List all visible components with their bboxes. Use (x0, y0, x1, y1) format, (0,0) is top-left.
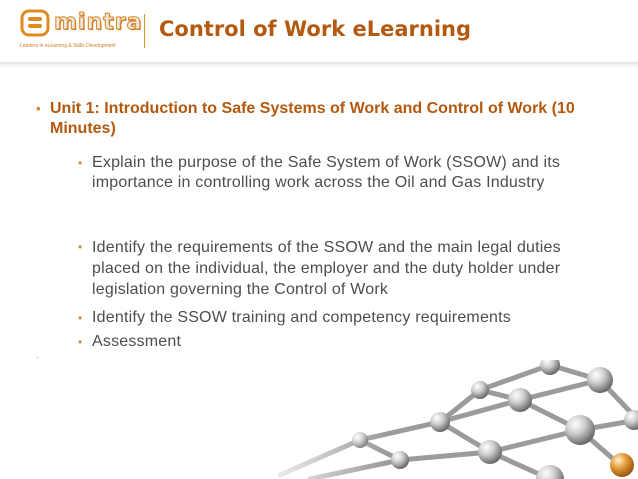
sub-bullet-text: Assessment (92, 333, 182, 350)
sub-bullet (78, 153, 602, 193)
bullet-dot-icon: • (78, 240, 83, 254)
main-bullet-text: Unit 1: Introduction to Safe Systems of Work and Control of Work (10 Minutes) (50, 100, 575, 137)
network-spheres-graphic (250, 360, 638, 479)
bullet-dot-icon: • (78, 335, 83, 349)
bullet-dot-icon: • (78, 156, 83, 170)
main-bullet (36, 99, 590, 139)
sub-bullet-text: Identify the SSOW training and competency requirements (92, 309, 512, 326)
bullet-dot-icon: • (78, 311, 83, 325)
sub-bullet (78, 308, 602, 328)
decorative-mark (36, 357, 39, 358)
sub-bullet-text: Explain the purpose of the Safe System of Work (SSOW) and its importance in controlling work across the Oil and Gas Industry (92, 154, 561, 191)
sub-bullet (78, 237, 602, 300)
sub-bullet-text: Identify the requirements of the SSOW and the main legal duties placed on the individual, the employer and the duty holder under legislation governing the Control of Work (92, 239, 561, 298)
sub-bullet (78, 332, 602, 352)
logo-tagline: Leaders in eLearning & Skills Development (20, 43, 116, 49)
slide-title: Control of Work eLearning (159, 17, 471, 41)
logo-wordmark: mintra (54, 10, 143, 35)
bullet-dot-icon: • (36, 101, 41, 116)
